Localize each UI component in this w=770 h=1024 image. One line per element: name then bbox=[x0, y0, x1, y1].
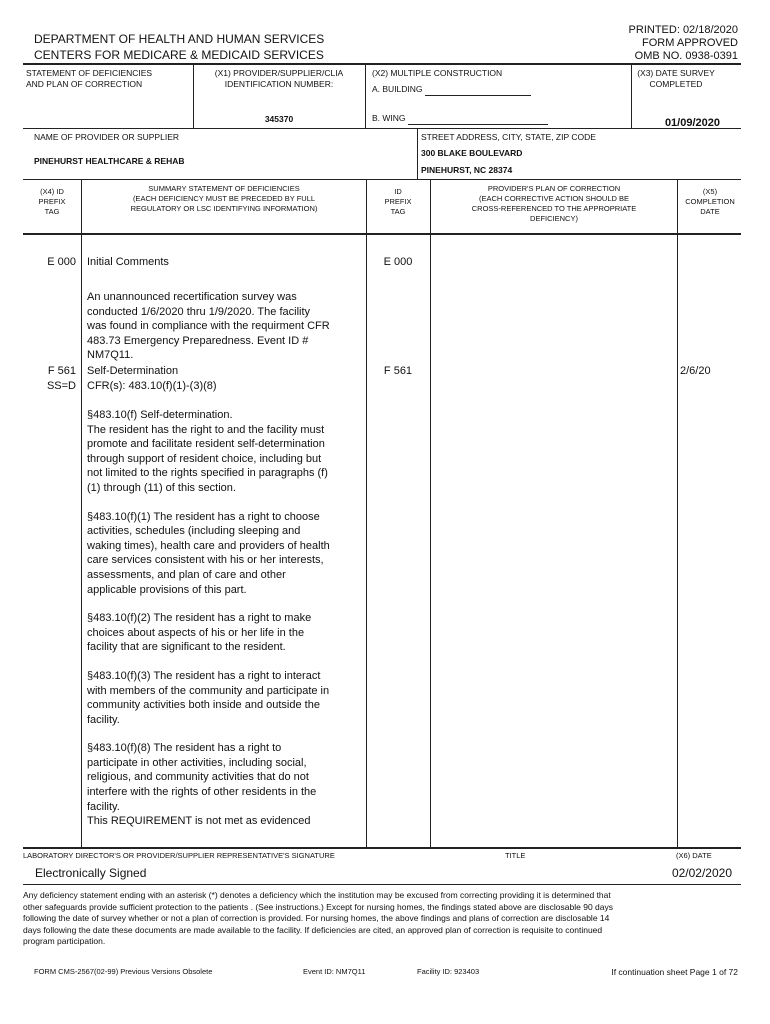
street-address: 300 BLAKE BOULEVARD bbox=[421, 148, 523, 158]
wing-label: B. WING bbox=[372, 113, 406, 123]
building-field bbox=[372, 84, 531, 96]
top-rule bbox=[23, 63, 741, 65]
signature-value: Electronically Signed bbox=[35, 866, 147, 880]
divider bbox=[417, 129, 418, 179]
continuation-page: If continuation sheet Page 1 of 72 bbox=[611, 967, 738, 977]
building-blank bbox=[425, 84, 531, 96]
x2-label: (X2) MULTIPLE CONSTRUCTION bbox=[372, 68, 503, 78]
divider bbox=[81, 180, 82, 847]
regulation-paragraph: §483.10(f)(8) The resident has a right to participate in other activities, including social, religious, and community activities that do not interfere with the rights of other residents in the facility. This REQUIREMENT is not met as evidenced bbox=[87, 742, 317, 828]
x3-label: (X3) DATE SURVEY COMPLETED bbox=[637, 68, 715, 89]
divider bbox=[23, 128, 741, 129]
regulation-paragraph: §483.10(f)(1) The resident has a right to choose activities, schedules (including sleeping and waking times), health care and providers of health care services consistent with his or her interests, assessments, and plan of care and other applicable provisions of this part. bbox=[87, 510, 330, 596]
agency-title: CENTERS FOR MEDICARE & MEDICAID SERVICES bbox=[34, 48, 324, 62]
divider bbox=[366, 180, 367, 847]
e000-text: An unannounced recertification survey was conducted 1/6/2020 thru 1/9/2020. The facility was found in compliance with the requirment CFR 483.73 Emergency Preparedness. Event ID # NM7Q11. bbox=[87, 291, 330, 362]
wing-field bbox=[372, 113, 548, 125]
f561-tag: F 561 bbox=[47, 365, 76, 377]
event-id: Event ID: NM7Q11 bbox=[303, 967, 366, 976]
printed-date: PRINTED: 02/18/2020 bbox=[628, 24, 738, 36]
e000-title: Initial Comments bbox=[87, 256, 169, 268]
survey-completed-date: 01/09/2020 bbox=[664, 117, 720, 129]
e000-tag: E 000 bbox=[47, 256, 76, 268]
wing-blank bbox=[408, 113, 548, 125]
form-approved: FORM APPROVED bbox=[642, 37, 738, 49]
f561-right-tag: F 561 bbox=[383, 365, 413, 377]
signature-date: 02/02/2020 bbox=[671, 866, 732, 880]
id-prefix-column-header: ID PREFIX TAG bbox=[384, 187, 412, 216]
regulation-paragraph: §483.10(f)(3) The resident has a right to interact with members of the community and participate in community activities both inside and outside the facility. bbox=[87, 669, 330, 726]
summary-column-header: SUMMARY STATEMENT OF DEFICIENCIES (EACH DEFICIENCY MUST BE PRECEDED BY FULL REGULATORY OR LSC IDENTIFYING INFORMATION) bbox=[130, 184, 318, 213]
plan-column-header: PROVIDER'S PLAN OF CORRECTION (EACH CORRECTIVE ACTION SHOULD BE CROSS-REFERENCED TO THE APPROPRIATE DEFICIENCY) bbox=[471, 184, 637, 223]
x1-label: (X1) PROVIDER/SUPPLIER/CLIA IDENTIFICATION NUMBER: bbox=[214, 68, 344, 89]
f561-cfr: CFR(s): 483.10(f)(1)-(3)(8) bbox=[87, 380, 217, 392]
provider-name-label: NAME OF PROVIDER OR SUPPLIER bbox=[34, 132, 179, 142]
city-state-zip: PINEHURST, NC 28374 bbox=[421, 165, 513, 175]
x5-column-header: (X5) COMPLETION DATE bbox=[685, 187, 735, 216]
e000-right-tag: E 000 bbox=[383, 256, 413, 268]
provider-name: PINEHURST HEALTHCARE & REHAB bbox=[34, 156, 185, 166]
f561-regulation-text bbox=[87, 408, 363, 843]
facility-id: Facility ID: 923403 bbox=[417, 967, 480, 976]
f561-completion-date: 2/6/20 bbox=[680, 365, 711, 377]
regulation-paragraph: §483.10(f) Self-determination. The resident has the right to and the facility must promote and facilitate resident self-determination through support of resident choice, including but not limited to the rights specified in paragraphs (f) (1) through (11) of this section. bbox=[87, 409, 328, 494]
provider-id-number: 345370 bbox=[264, 114, 294, 124]
divider bbox=[23, 179, 741, 180]
body-bottom-rule bbox=[23, 847, 741, 849]
divider bbox=[677, 180, 678, 847]
f561-title: Self-Determination bbox=[87, 365, 179, 377]
form-number: FORM CMS-2567(02-99) Previous Versions Obsolete bbox=[34, 967, 213, 976]
department-title: DEPARTMENT OF HEALTH AND HUMAN SERVICES bbox=[34, 32, 325, 46]
divider bbox=[631, 64, 632, 129]
divider bbox=[430, 180, 431, 847]
x4-column-header: (X4) ID PREFIX TAG bbox=[38, 187, 66, 216]
signature-label: LABORATORY DIRECTOR'S OR PROVIDER/SUPPLIER REPRESENTATIVE'S SIGNATURE bbox=[23, 851, 335, 860]
statement-label: STATEMENT OF DEFICIENCIES AND PLAN OF CORRECTION bbox=[26, 68, 153, 89]
address-label: STREET ADDRESS, CITY, STATE, ZIP CODE bbox=[421, 132, 596, 142]
title-label: TITLE bbox=[505, 851, 526, 860]
regulation-paragraph: §483.10(f)(2) The resident has a right to make choices about aspects of his or her life in the facility that are significant to the resident. bbox=[87, 612, 312, 654]
omb-number: OMB NO. 0938-0391 bbox=[634, 50, 738, 62]
signature-bottom-rule bbox=[23, 884, 741, 885]
disclaimer-text: Any deficiency statement ending with an asterisk (*) denotes a deficiency which the institution may be excused from correcting providing it is determined that other safeguards provide sufficient protection to the patients . (See instructions.) Except for nursing homes, the findings stated above are disclosable 90 days following the date of survey whether or not a plan of correction is provided. For nursing homes, the above findings and plans of correction are disclosable 14 days following the date these documents are made available to the facility. If deficiencies are cited, an approved plan of correction is requisite to continued program participation. bbox=[23, 890, 613, 947]
f561-scope-severity: SS=D bbox=[46, 380, 76, 392]
divider bbox=[365, 64, 366, 129]
header-rule bbox=[23, 233, 741, 235]
divider bbox=[193, 64, 194, 129]
building-label: A. BUILDING bbox=[372, 84, 423, 94]
x6-date-label: (X6) DATE bbox=[676, 851, 712, 860]
